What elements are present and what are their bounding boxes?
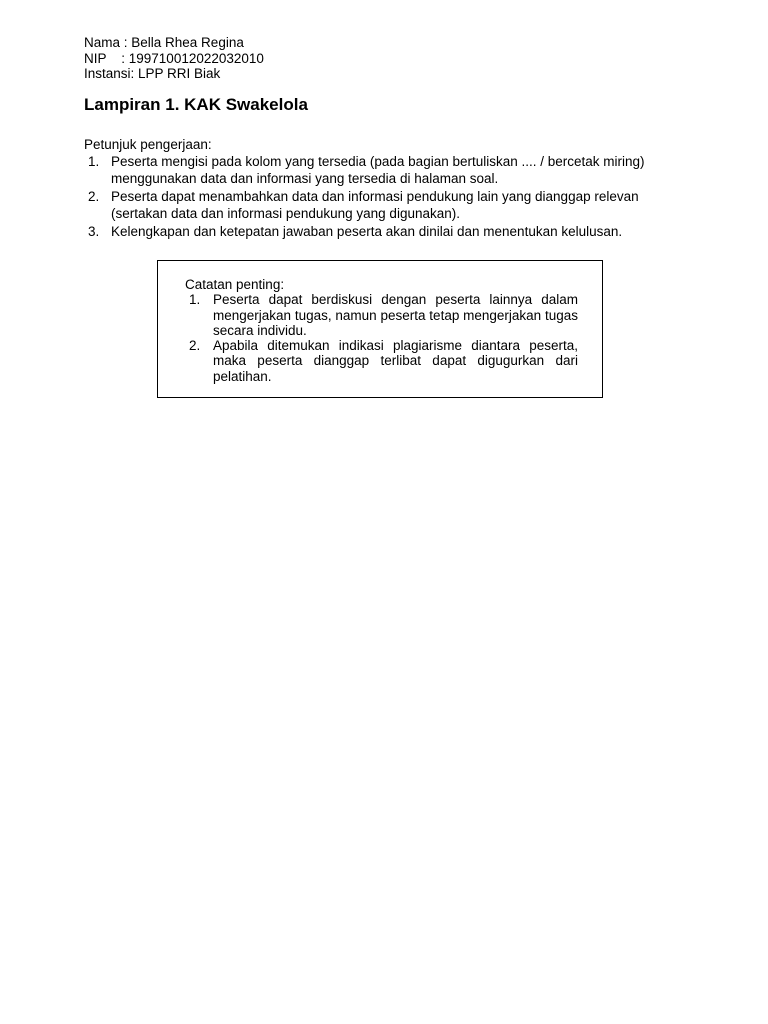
note-text: Peserta dapat berdiskusi dengan peserta lainnya dalam mengerjakan tugas, namun peserta tetap mengerjakan tugas secara individu. — [213, 292, 578, 338]
note-number: 1. — [189, 292, 201, 308]
page-title: Lampiran 1. KAK Swakelola — [84, 95, 308, 114]
note-text: Apabila ditemukan indikasi plagiarisme diantara peserta, maka peserta dianggap terlibat dapat digugurkan dari pelatihan. — [213, 338, 578, 384]
note-item — [185, 338, 578, 384]
instruction-number: 2. — [88, 189, 100, 204]
instructions-section — [84, 136, 684, 241]
instruction-text: Peserta mengisi pada kolom yang tersedia (pada bagian bertuliskan .... / bercetak miring) menggunakan data dan informasi yang tersedia di halaman soal. — [111, 154, 645, 186]
instructions-heading: Petunjuk pengerjaan: — [84, 137, 212, 152]
note-item — [185, 292, 578, 338]
important-note-heading: Catatan penting: — [185, 277, 285, 292]
important-note-list — [185, 292, 578, 384]
instruction-text: Peserta dapat menambahkan data dan informasi pendukung lain yang dianggap relevan (sertakan data dan informasi pendukung yang digunakan). — [111, 189, 639, 221]
important-note-box — [157, 260, 603, 398]
instruction-number: 1. — [88, 154, 100, 169]
instruction-text: Kelengkapan dan ketepatan jawaban peserta akan dinilai dan menentukan kelulusan. — [111, 224, 623, 239]
instructions-list — [84, 153, 684, 240]
participant-name: Nama : Bella Rhea Regina — [84, 35, 244, 50]
instruction-item — [84, 223, 684, 240]
note-number: 2. — [189, 338, 201, 354]
participant-header — [84, 35, 264, 82]
participant-institution: Instansi: LPP RRI Biak — [84, 66, 221, 81]
important-note-content — [185, 277, 578, 384]
instruction-number: 3. — [88, 224, 100, 239]
instruction-item — [84, 153, 684, 187]
instruction-item — [84, 188, 684, 222]
participant-nip: NIP : 199710012022032010 — [84, 50, 264, 66]
